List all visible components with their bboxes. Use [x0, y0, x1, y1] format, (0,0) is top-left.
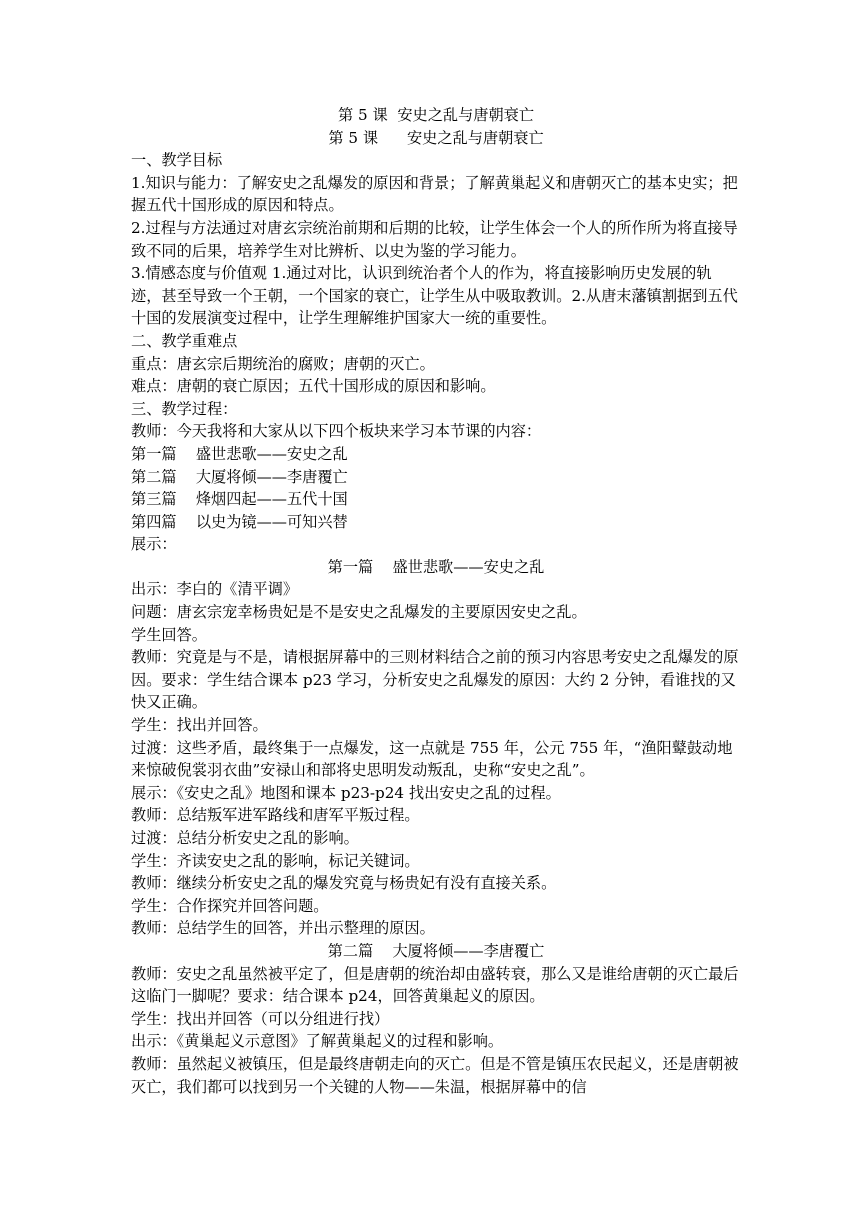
document-page [131, 104, 741, 1098]
paragraph: 学生：找出并回答。 [131, 716, 268, 735]
paragraph: 教师：继续分析安史之乱的爆发究竟与杨贵妃有没有直接关系。 [131, 874, 557, 893]
paragraph: 展示： [131, 535, 177, 554]
paragraph: 教师：安史之乱虽然被平定了，但是唐朝的统治却由盛转衰，那么又是谁给唐朝的灭亡最后这临门一脚呢？要求：结合课本 p24，回答黄巢起义的原因。 [131, 964, 739, 1006]
paragraph: 第三篇 烽烟四起——五代十国 [131, 490, 348, 509]
paragraph: 教师：今天我将和大家从以下四个板块来学习本节课的内容： [131, 422, 542, 441]
paragraph: 第一篇 盛世悲歌——安史之乱 [131, 444, 348, 463]
section-heading: 第二篇 大厦将倾——李唐覆亡 [327, 941, 545, 960]
paragraph: 2.过程与方法通过对唐玄宗统治前期和后期的比较，让学生体会一个人的所作所为将直接导致不同的后果，培养学生对比辨析、以史为鉴的学习能力。 [131, 218, 738, 260]
paragraph: 过渡：总结分析安史之乱的影响。 [131, 829, 359, 847]
paragraph: 问题：唐玄宗宠幸杨贵妃是不是安史之乱爆发的主要原因安史之乱。 [131, 603, 587, 622]
paragraph: 难点：唐朝的衰亡原因；五代十国形成的原因和影响。 [131, 377, 496, 396]
paragraph: 学生：齐读安史之乱的影响，标记关键词。 [131, 851, 420, 870]
paragraph: 教师：虽然起义被镇压，但是最终唐朝走向的灭亡。但是不管是镇压农民起义，还是唐朝被灭亡，我们都可以找到另一个关键的人物——朱温，根据屏幕中的信 [131, 1054, 739, 1096]
paragraph: 3.情感态度与价值观 1.通过对比，认识到统治者个人的作为，将直接影响历史发展的轨迹，甚至导致一个王朝，一个国家的衰亡，让学生从中吸取教训。2.从唐末藩镇割据到五代十国的发展演变过程中，让学生理解维护国家大一统的重要性。 [131, 264, 738, 328]
paragraph: 教师：究竟是与不是，请根据屏幕中的三则材料结合之前的预习内容思考安史之乱爆发的原因。要求：学生结合课本 p23 学习，分析安史之乱爆发的原因：大约 2 分钟，看谁找的又快又正确。 [131, 648, 739, 712]
paragraph: 1.知识与能力：了解安史之乱爆发的原因和背景；了解黄巢起义和唐朝灭亡的基本史实；把握五代十国形成的原因和特点。 [131, 173, 738, 215]
paragraph: 学生回答。 [131, 625, 207, 644]
paragraph: 第四篇 以史为镜——可知兴替 [131, 512, 348, 531]
paragraph: 二、教学重难点 [131, 331, 238, 350]
paragraph: 展示：《安史之乱》地图和课本 p23-p24 找出安史之乱的过程。 [131, 783, 561, 802]
section-heading: 第一篇 盛世悲歌——安史之乱 [327, 557, 545, 576]
paragraph: 出示：《黄巢起义示意图》了解黄巢起义的过程和影响。 [131, 1032, 504, 1051]
document-subtitle: 第 5 课 安史之乱与唐朝衰亡 [328, 128, 544, 147]
paragraph: 教师：总结叛军进军路线和唐军平叛过程。 [131, 806, 420, 825]
paragraph: 第二篇 大厦将倾——李唐覆亡 [131, 467, 348, 486]
paragraph: 一、教学目标 [131, 151, 223, 170]
paragraph: 重点：唐玄宗后期统治的腐败；唐朝的灭亡。 [131, 354, 435, 373]
paragraph: 教师：总结学生的回答，并出示整理的原因。 [131, 919, 435, 938]
paragraph: 三、教学过程： [131, 399, 238, 418]
document-title: 第 5 课 安史之乱与唐朝衰亡 [337, 106, 535, 124]
paragraph: 过渡：这些矛盾，最终集于一点爆发，这一点就是 755 年，公元 755 年，“渔阳鼙鼓动地来惊破倪裳羽衣曲”安禄山和部将史思明发动叛乱，史称“安史之乱”。 [131, 738, 733, 780]
paragraph: 学生：合作探究并回答问题。 [131, 896, 329, 915]
paragraph: 出示：李白的《清平调》 [131, 580, 299, 599]
document-body [131, 149, 741, 1098]
paragraph: 学生：找出并回答（可以分组进行找） [131, 1009, 390, 1028]
